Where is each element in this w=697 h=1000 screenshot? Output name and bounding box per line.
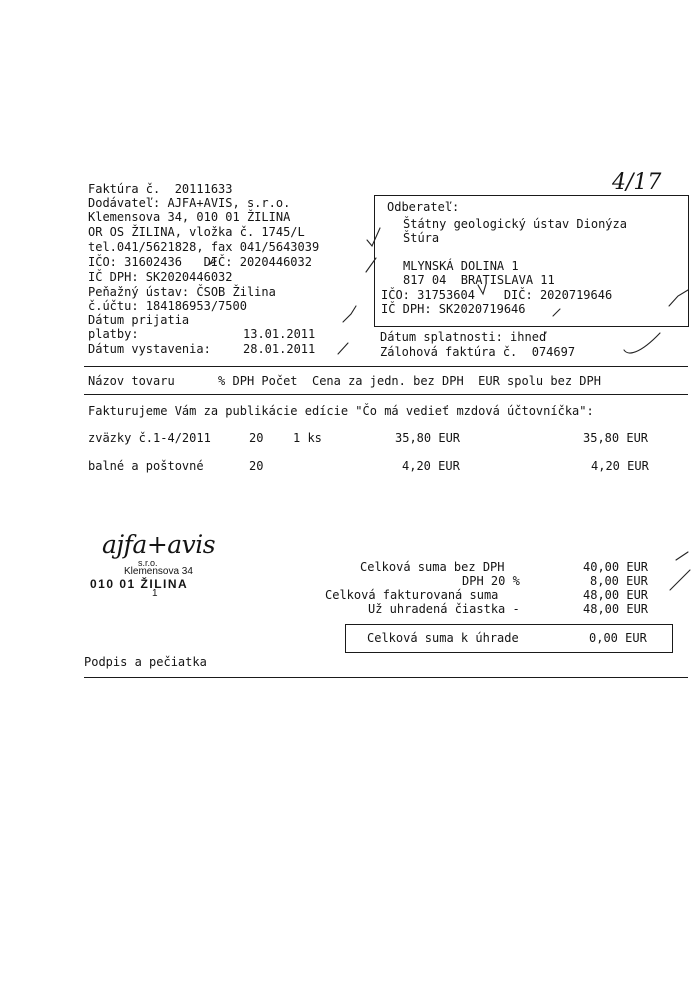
check-mark xyxy=(210,259,216,264)
customer-ico-dic: IČO: 31753604 DIČ: 2020719646 xyxy=(381,288,613,302)
row-item-name: balné a poštovné xyxy=(88,459,204,473)
total-label: Už uhradená čiastka - xyxy=(368,602,520,616)
table-intro: Fakturujeme Vám za publikácie edície "Čo má vedieť mzdová účtovníčka": xyxy=(88,404,594,418)
check-mark xyxy=(478,284,486,294)
check-mark xyxy=(624,333,660,353)
row-total: 4,20 EUR xyxy=(591,459,649,473)
row-unit-price: 4,20 EUR xyxy=(402,459,460,473)
total-value: 40,00 EUR xyxy=(583,560,649,574)
check-mark xyxy=(676,552,688,560)
amount-due-label: Celková suma k úhrade xyxy=(367,631,519,645)
stamp-city: 010 01 ŽILINA xyxy=(90,577,189,591)
stamp-number: 1 xyxy=(152,588,158,599)
issued-date: 28.01.2011 xyxy=(243,342,316,356)
signature-label: Podpis a pečiatka xyxy=(84,655,207,669)
supplier-ico-dic: IČO: 31602436 DIČ: 2020446032 xyxy=(88,255,312,269)
row-qty: 1 ks xyxy=(293,431,322,445)
total-label: DPH 20 % xyxy=(462,574,520,588)
due-date-line: Dátum splatnosti: ihneď xyxy=(380,330,547,344)
total-value: 8,00 EUR xyxy=(590,574,648,588)
row-unit-price: 35,80 EUR xyxy=(395,431,461,445)
check-mark xyxy=(366,258,376,272)
customer-street: MLYNSKÁ DOLINA 1 xyxy=(403,259,519,273)
row-vat: 20 xyxy=(249,431,264,445)
customer-name: Štátny geologický ústav Dionýza xyxy=(403,217,627,231)
supplier-account: č.účtu: 184186953/7500 xyxy=(88,299,247,313)
check-mark xyxy=(669,290,688,306)
total-value: 48,00 EUR xyxy=(583,588,649,602)
customer-city: 817 04 BRATISLAVA 11 xyxy=(403,273,555,287)
supplier-register: OR OS ŽILINA, vložka č. 1745/L xyxy=(88,225,305,239)
check-mark xyxy=(553,309,560,316)
row-total: 35,80 EUR xyxy=(583,431,649,445)
total-label: Celková fakturovaná suma xyxy=(325,588,499,602)
check-mark xyxy=(338,343,348,354)
advance-invoice-line: Zálohová faktúra č. 074697 xyxy=(380,345,576,359)
check-mark xyxy=(343,306,356,322)
customer-name-2: Štúra xyxy=(403,231,440,245)
table-header: Názov tovaru % DPH Počet Cena za jedn. bez DPH EUR spolu bez DPH xyxy=(88,374,601,388)
total-label: Celková suma bez DPH xyxy=(360,560,505,574)
stamp-street: Klemensova 34 xyxy=(124,566,193,577)
supplier-name: Dodávateľ: AJFA+AVIS, s.r.o. xyxy=(88,196,291,210)
supplier-address: Klemensova 34, 010 01 ŽILINA xyxy=(88,210,291,224)
total-value: 48,00 EUR xyxy=(583,602,649,616)
amount-due-value: 0,00 EUR xyxy=(589,631,647,645)
issued-label: Dátum vystavenia: xyxy=(88,342,211,356)
customer-ic-dph: IČ DPH: SK2020719646 xyxy=(381,302,526,316)
invoice-number: Faktúra č. 20111633 xyxy=(88,182,233,196)
stamp-logo: ajfa+avis xyxy=(102,530,216,559)
row-vat: 20 xyxy=(249,459,264,473)
received-date: 13.01.2011 xyxy=(243,327,316,341)
supplier-phone: tel.041/5621828, fax 041/5643039 xyxy=(88,240,320,254)
supplier-bank: Peňažný ústav: ČSOB Žilina xyxy=(88,285,276,299)
received-label: Dátum prijatia xyxy=(88,313,190,327)
row-item-name: zväzky č.1-4/2011 xyxy=(88,431,211,445)
check-mark xyxy=(367,228,380,246)
check-mark xyxy=(670,570,690,590)
received-label-2: platby: xyxy=(88,327,139,341)
page-mark: 4/17 xyxy=(612,170,662,195)
customer-label: Odberateľ: xyxy=(387,200,460,214)
supplier-ic-dph: IČ DPH: SK2020446032 xyxy=(88,270,233,284)
stamp-sro: s.r.o. xyxy=(138,558,158,568)
